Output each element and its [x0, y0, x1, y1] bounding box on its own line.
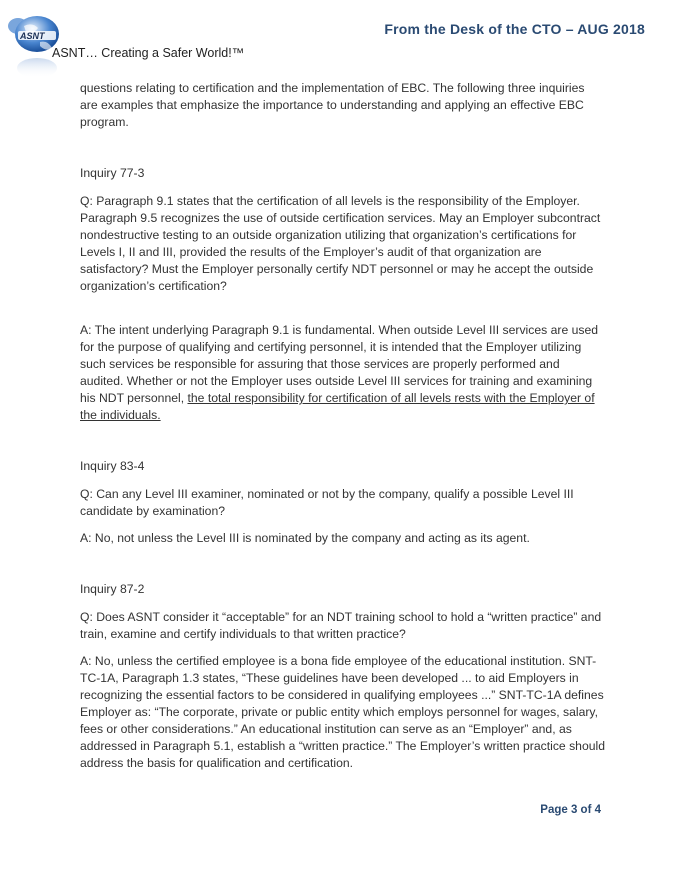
inquiry-83-4 [80, 458, 605, 547]
logo-text: ASNT [20, 31, 45, 41]
inquiry-question: Q: Does ASNT consider it “acceptable” for an NDT training school to hold a “written practice” and train, examine and certify individuals to that written practice? [80, 610, 602, 641]
answer-underlined-text: the total responsibility for certification of all levels rests with the Employer of the individuals. [80, 391, 595, 422]
tagline: ASNT… Creating a Safer World!™ [52, 46, 245, 60]
inquiry-77-3 [80, 165, 605, 424]
inquiry-question: Q: Can any Level III examiner, nominated or not by the company, qualify a possible Level III candidate by examination? [80, 487, 574, 518]
inquiry-87-2 [80, 581, 605, 772]
inquiry-question: Q: Paragraph 9.1 states that the certification of all levels is the responsibility of the Employer. Paragraph 9.5 recognizes the use of outside certification services. May an Employer subcontract nondestructive testing to an outside organization utilizing that organization’s certifications for Levels I, II and III, provided the results of the Employer’s audit of that organization are satisfactory? Must the Employer personally certify NDT personnel or may he accept the outside organization’s certification? [80, 194, 601, 293]
document-body [80, 80, 605, 772]
asnt-globe-logo [4, 12, 62, 78]
inquiry-answer: A: No, unless the certified employee is a bona fide employee of the educational institution. SNT-TC-1A, Paragraph 1.3 states, “These guidelines have been developed ... to aid Employers in recognizing the essential factors to be considered in qualifying employees ...” SNT-TC-1A defines Employer as: “The corporate, private or public entity which employs personnel for wages, salary, fees or other considerations.” An educational institution can serve as an “Employer” and, as addressed in Paragraph 5.1, establish a “written practice.” The Employer’s written practice should address the basis for qualification and certification. [80, 654, 606, 770]
inquiry-title: Inquiry 87-2 [80, 582, 145, 596]
inquiry-answer: A: No, not unless the Level III is nominated by the company and acting as its agent. [80, 531, 530, 545]
inquiry-title: Inquiry 77-3 [80, 166, 145, 180]
answer-text: A: The intent underlying Paragraph 9.1 is fundamental. When outside Level III services are used for the purpose of qualifying and certifying personnel, it is intended that the Employer utilizing such services be responsible for assuring that those services are properly performed and audited. Whether or not the Employer uses outside Level III services for training and examining his NDT personnel, [80, 323, 599, 405]
inquiry-title: Inquiry 83-4 [80, 459, 145, 473]
page-header-title: From the Desk of the CTO – AUG 2018 [384, 21, 645, 37]
page-number: Page 3 of 4 [540, 804, 601, 816]
inquiry-answer [80, 322, 605, 424]
intro-paragraph: questions relating to certification and the implementation of EBC. The following three inquiries are examples that emphasize the importance to understanding and applying an effective EBC program. [80, 81, 585, 129]
